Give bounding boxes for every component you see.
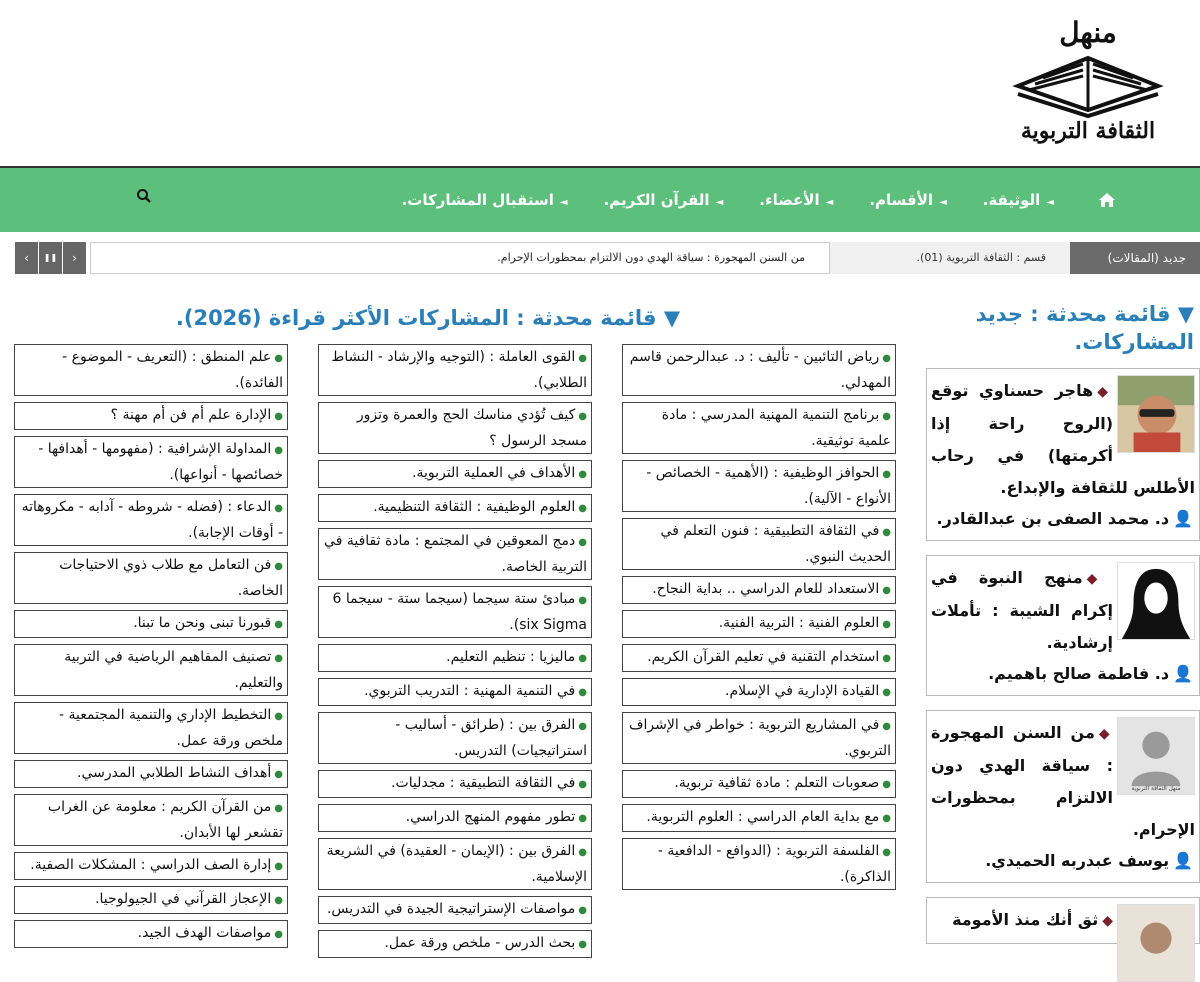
post-title-text: هاجر حسناوي توقع (الروح راحة إذا أكرمتها) في رحاب الأطلس للثقافة والإبداع.	[931, 381, 1195, 497]
bullet-icon: ●	[882, 847, 891, 858]
bullet-icon: ●	[274, 619, 283, 630]
article-title: تطور مفهوم المنهج الدراسي.	[405, 809, 576, 825]
post-title-text: ثق أنك منذ الأمومة	[952, 910, 1099, 929]
nav-item-submissions[interactable]	[402, 191, 568, 209]
article-title: العلوم الوظيفية : الثقافة التنظيمية.	[373, 499, 576, 515]
ticker-badge: جديد (المقالات)	[1070, 242, 1200, 274]
article-title: أهداف النشاط الطلابي المدرسي.	[77, 765, 272, 781]
article-link[interactable]	[622, 344, 896, 396]
article-title: الحوافز الوظيفية : (الأهمية - الخصائص - الأنواع - الآلية).	[646, 465, 891, 507]
bullet-icon: ●	[578, 939, 587, 950]
article-title: في التنمية المهنية : التدريب التربوي.	[364, 683, 576, 699]
article-link[interactable]	[318, 460, 592, 488]
article-link[interactable]	[14, 886, 288, 914]
article-title: ماليزيا : تنظيم التعليم.	[446, 649, 576, 665]
article-title: من القرآن الكريم : معلومة عن الغراب تقشعر لها الأبدان.	[47, 799, 283, 841]
bullet-icon: ●	[882, 619, 891, 630]
article-title: في الثقافة التطبيقية : فنون التعلم في الحديث النبوي.	[660, 523, 891, 565]
bullet-icon: ●	[578, 503, 587, 514]
logo-top-text: منهل	[1059, 16, 1117, 49]
sidebar-title: ▼ قائمة محدثة : جديد المشاركات.	[975, 302, 1194, 354]
nav-item-quran[interactable]	[604, 191, 724, 209]
user-icon: 👤	[1173, 509, 1193, 528]
nav-label: استقبال المشاركات.	[401, 191, 554, 209]
article-link[interactable]	[622, 678, 896, 706]
caret-left-icon: ◄	[1046, 197, 1054, 208]
home-link[interactable]	[1094, 168, 1120, 232]
bullet-icon: ●	[882, 813, 891, 824]
arrow-left-icon: ◆	[1098, 726, 1113, 742]
article-link[interactable]	[14, 794, 288, 846]
article-title: كيف تُؤدي مناسك الحج والعمرة وتزور مسجد الرسول ؟	[356, 407, 587, 449]
latest-posts-sidebar	[924, 300, 1200, 982]
article-link[interactable]	[318, 494, 592, 522]
nav-label: الأعضاء.	[759, 191, 820, 209]
article-link[interactable]	[318, 930, 592, 958]
ticker-pause-button[interactable]: ❚❚	[38, 242, 62, 274]
author-name: يوسف عبدربه الحميدي.	[985, 851, 1170, 870]
article-link[interactable]	[318, 528, 592, 580]
article-link[interactable]	[622, 402, 896, 454]
caret-left-icon: ◄	[825, 197, 834, 208]
bullet-icon: ●	[882, 721, 891, 732]
bullet-icon: ●	[578, 595, 587, 606]
ticker-prev-button[interactable]: ‹	[14, 242, 38, 274]
article-title: مبادئ ستة سيجما (سيجما ستة - سيجما 6 six Sigma).	[332, 591, 587, 633]
article-title: الفرق بين : (الإيمان - العقيدة) في الشريعة الإسلامية.	[326, 843, 587, 885]
author-photo	[1117, 904, 1195, 982]
article-link[interactable]	[14, 852, 288, 880]
article-link[interactable]	[318, 804, 592, 832]
bullet-icon: ●	[578, 779, 587, 790]
nav-label: الوثيقة.	[982, 191, 1041, 209]
article-title: الدعاء : (فضله - شروطه - آدابه - مكروهاته - أوقات الإجابة).	[21, 499, 283, 541]
nav-item-sections[interactable]	[869, 191, 946, 209]
bullet-icon: ●	[882, 585, 891, 596]
ticker-controls	[14, 242, 86, 274]
article-title: في الثقافة التطبيقية : مجدليات.	[391, 775, 576, 791]
article-title: علم المنطق : (التعريف - الموضوع - الفائدة).	[62, 349, 283, 391]
bullet-icon: ●	[274, 929, 283, 940]
article-link[interactable]	[622, 770, 896, 798]
bullet-icon: ●	[274, 803, 283, 814]
bullet-icon: ●	[578, 537, 587, 548]
article-link[interactable]	[622, 838, 896, 890]
article-title: فن التعامل مع طلاب ذوي الاحتياجات الخاصة.	[59, 557, 283, 599]
caret-left-icon: ◄	[715, 197, 724, 208]
article-title: الأهداف في العملية التربوية.	[412, 465, 576, 481]
post-card[interactable]	[926, 368, 1200, 541]
most-read-title: ▼ قائمة محدثة : المشاركات الأكثر قراءة (2026).	[175, 306, 680, 330]
article-title: مواصفات الإستراتيجية الجيدة في التدريس.	[326, 901, 576, 917]
article-link[interactable]	[318, 678, 592, 706]
post-title-text: من السنن المهجورة : سياقة الهدي دون الالتزام بمحظورات الإحرام.	[931, 723, 1195, 839]
article-link[interactable]	[622, 518, 896, 570]
arrow-left-icon: ◆	[1097, 384, 1113, 400]
article-link[interactable]	[318, 586, 592, 638]
article-title: الفلسفة التربوية : (الدوافع - الدافعية - الذاكرة).	[657, 843, 891, 885]
article-title: مع بداية العام الدراسي : العلوم التربوية.	[646, 809, 880, 825]
most-read-column-2	[318, 344, 592, 964]
article-link[interactable]	[622, 610, 896, 638]
article-link[interactable]	[622, 460, 896, 512]
ticker-next-button[interactable]: ›	[62, 242, 86, 274]
search-icon	[136, 188, 152, 204]
article-link[interactable]	[622, 644, 896, 672]
article-title: القيادة الإدارية في الإسلام.	[725, 683, 880, 699]
article-title: الإدارة علم أم فن أم مهنة ؟	[110, 407, 272, 423]
article-title: دمج المعوقين في المجتمع : مادة ثقافية في التربية الخاصة.	[324, 533, 587, 575]
arrow-left-icon: ◆	[1086, 571, 1113, 587]
article-link[interactable]	[14, 494, 288, 546]
bullet-icon: ●	[274, 895, 283, 906]
article-link[interactable]	[318, 644, 592, 672]
article-link[interactable]	[14, 610, 288, 638]
article-title: الاستعداد للعام الدراسي .. بداية النجاح.	[652, 581, 880, 597]
bullet-icon: ●	[578, 721, 587, 732]
post-card[interactable]	[926, 555, 1200, 696]
article-link[interactable]	[622, 804, 896, 832]
post-author[interactable]	[931, 659, 1195, 689]
main-navbar	[0, 166, 1200, 232]
article-title: المداولة الإشرافية : (مفهومها - أهدافها - خصائصها - أنواعها).	[38, 441, 283, 483]
article-title: بحث الدرس - ملخص ورقة عمل.	[384, 935, 576, 951]
article-link[interactable]	[14, 344, 288, 396]
post-author[interactable]	[931, 846, 1195, 876]
article-link[interactable]	[14, 552, 288, 604]
bullet-icon: ●	[274, 411, 283, 422]
caret-left-icon: ◄	[559, 197, 568, 208]
bullet-icon: ●	[882, 411, 891, 422]
bullet-icon: ●	[274, 503, 283, 514]
ticker-section-link[interactable]: قسم : الثقافة التربوية (01).	[830, 242, 1070, 274]
article-link[interactable]	[318, 838, 592, 890]
bullet-icon: ●	[578, 411, 587, 422]
article-title: صعوبات التعلم : مادة ثقافية تربوية.	[674, 775, 880, 791]
article-link[interactable]	[14, 920, 288, 948]
article-title: العلوم الفنية : التربية الفنية.	[718, 615, 880, 631]
search-button[interactable]	[130, 188, 152, 210]
caret-left-icon: ◄	[939, 197, 947, 208]
article-link[interactable]	[318, 402, 592, 454]
default-avatar	[1117, 717, 1195, 795]
article-link[interactable]	[14, 702, 288, 754]
bullet-icon: ●	[882, 687, 891, 698]
post-card[interactable]	[926, 710, 1200, 883]
bullet-icon: ●	[578, 687, 587, 698]
bullet-icon: ●	[882, 469, 891, 480]
article-title: التخطيط الإداري والتنمية المجتمعية - ملخص ورقة عمل.	[59, 707, 283, 749]
article-title: في المشاريع التربوية : خواطر في الإشراف التربوي.	[629, 717, 891, 759]
bullet-icon: ●	[274, 561, 283, 572]
article-title: مواصفات الهدف الجيد.	[137, 925, 272, 941]
user-icon: 👤	[1173, 664, 1193, 683]
article-title: رياض التائبين - تأليف : د. عبدالرحمن قاسم المهدلي.	[629, 349, 891, 391]
article-title: تصنيف المفاهيم الرياضية في التربية والتعليم.	[64, 649, 283, 691]
most-read-column-1	[622, 344, 896, 896]
home-icon	[1098, 192, 1116, 208]
bullet-icon: ●	[274, 653, 283, 664]
article-title: قبورنا تبنى ونحن ما تبنا.	[133, 615, 272, 631]
bullet-icon: ●	[578, 847, 587, 858]
article-link[interactable]	[622, 712, 896, 764]
article-link[interactable]	[318, 344, 592, 396]
article-link[interactable]	[318, 712, 592, 764]
bullet-icon: ●	[274, 445, 283, 456]
post-title-text: منهج النبوة في إكرام الشيبة : تأملات إرشادية.	[931, 568, 1113, 652]
article-link[interactable]	[622, 576, 896, 604]
article-link[interactable]	[14, 402, 288, 430]
user-icon: 👤	[1173, 851, 1193, 870]
article-link[interactable]	[318, 770, 592, 798]
post-author[interactable]	[931, 504, 1195, 534]
article-title: الإعجاز القرآني في الجيولوجيا.	[95, 891, 272, 907]
article-title: الفرق بين : (طرائق - أساليب - استراتيجيات) التدريس.	[395, 717, 587, 759]
bullet-icon: ●	[578, 813, 587, 824]
nav-label: الأقسام.	[869, 191, 934, 209]
nav-label: القرآن الكريم.	[603, 191, 710, 209]
author-photo	[1117, 375, 1195, 453]
bullet-icon: ●	[578, 353, 587, 364]
article-link[interactable]	[14, 644, 288, 696]
most-read-column-3	[14, 344, 288, 954]
article-link[interactable]	[14, 760, 288, 788]
article-title: إدارة الصف الدراسي : المشكلات الصفية.	[30, 857, 272, 873]
logo-bottom-text: الثقافة التربوية	[1020, 118, 1156, 144]
bullet-icon: ●	[578, 905, 587, 916]
article-link[interactable]	[318, 896, 592, 924]
arrow-left-icon: ◆	[1102, 913, 1113, 929]
article-title: استخدام التقنية في تعليم القرآن الكريم.	[647, 649, 880, 665]
bullet-icon: ●	[882, 653, 891, 664]
article-link[interactable]	[14, 436, 288, 488]
bullet-icon: ●	[882, 779, 891, 790]
bullet-icon: ●	[274, 711, 283, 722]
author-name: د. محمد الصفى بن عبدالقادر.	[936, 509, 1170, 528]
avatar-caption: منهل الثقافة التربوية	[1131, 786, 1181, 793]
bullet-icon: ●	[578, 469, 587, 480]
header	[0, 0, 1200, 166]
nav-item-members[interactable]	[759, 191, 833, 209]
article-title: برنامج التنمية المهنية المدرسي : مادة علمية توثيقية.	[661, 407, 891, 449]
nav-item-document[interactable]	[983, 191, 1054, 209]
open-book-icon	[1013, 48, 1163, 118]
ticker-headline-link[interactable]: من السنن المهجورة : سياقة الهدي دون الالتزام بمحظورات الإحرام.	[90, 242, 830, 274]
news-ticker	[14, 242, 1200, 274]
bullet-icon: ●	[882, 527, 891, 538]
bullet-icon: ●	[578, 653, 587, 664]
bullet-icon: ●	[274, 769, 283, 780]
bullet-icon: ●	[882, 353, 891, 364]
article-title: القوى العاملة : (التوجيه والإرشاد - النشاط الطلابي).	[331, 349, 587, 391]
author-name: د. فاطمة صالح باهميم.	[988, 664, 1170, 683]
author-photo	[1117, 562, 1195, 640]
bullet-icon: ●	[274, 353, 283, 364]
post-card[interactable]	[926, 897, 1200, 944]
bullet-icon: ●	[274, 861, 283, 872]
site-logo[interactable]	[998, 18, 1178, 153]
